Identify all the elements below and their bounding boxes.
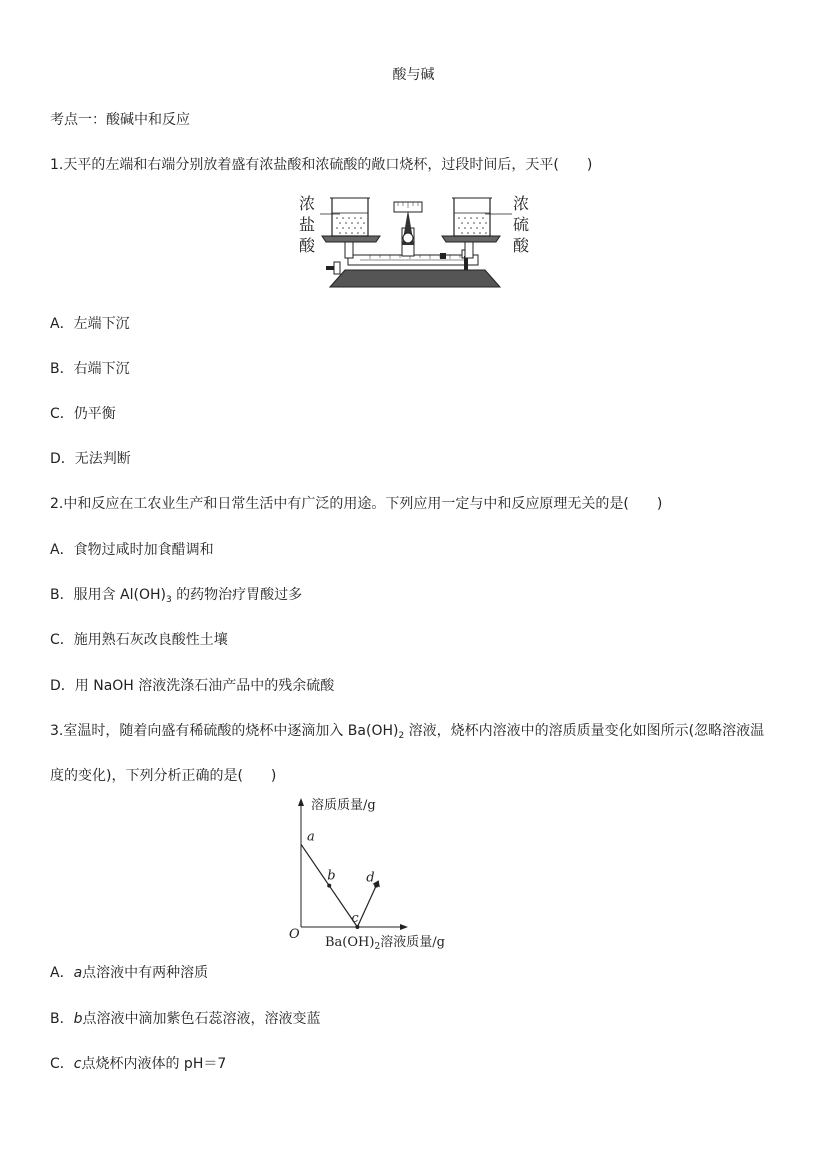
q1-option-a: A．左端下沉 — [50, 316, 130, 332]
q2-option-a: A．食物过咸时加食醋调和 — [50, 542, 214, 558]
point-label-a: a — [307, 829, 315, 845]
section-heading: 考点一：酸碱中和反应 — [50, 112, 190, 128]
origin-label: O — [289, 927, 300, 942]
left-label-3: 酸 — [298, 236, 316, 255]
point-label-b: b — [327, 868, 336, 884]
q1-option-c: C．仍平衡 — [50, 406, 116, 422]
balance-base — [330, 270, 500, 287]
right-label-2: 硫 — [512, 215, 530, 234]
q3-stem-line1: 3.室温时，随着向盛有稀硫酸的烧杯中逐滴加入 $Ba(OH)_2$ 溶液，烧杯内溶液中的溶质质量变化如图所示(忽略溶液温 — [50, 723, 765, 741]
y-axis-label: 溶质质量/g — [311, 798, 376, 813]
page-title: 酸与碱 — [392, 67, 435, 83]
q2-option-d: D．用 NaOH 溶液洗涤石油产品中的残余硫酸 — [50, 678, 335, 694]
q1-stem: 1.天平的左端和右端分别放着盛有浓盐酸和浓硫酸的敞口烧杯，过段时间后，天平( ) — [50, 157, 593, 173]
left-label-1: 浓 — [298, 194, 316, 213]
q2-stem: 2.中和反应在工农业生产和日常生活中有广泛的用途。下列应用一定与中和反应原理无关的是( ) — [50, 496, 663, 512]
point-d — [374, 884, 378, 888]
right-pan — [442, 236, 500, 242]
y-axis-arrow — [298, 798, 304, 806]
q3-stem-line2: 度的变化)，下列分析正确的是( ) — [50, 768, 277, 784]
right-beaker — [454, 198, 490, 236]
rider — [440, 253, 446, 259]
q3-chart — [285, 795, 465, 950]
point-b — [327, 884, 331, 888]
right-label-1: 浓 — [512, 194, 530, 213]
left-label-2: 盐 — [298, 215, 316, 234]
series-line-c-d — [357, 886, 376, 927]
q3-option-b: B．b点溶液中滴加紫色石蕊溶液，溶液变蓝 — [50, 1011, 321, 1027]
x-axis-label: $Ba(OH)_2$溶液质量/g — [325, 935, 445, 950]
q1-option-b: B．右端下沉 — [50, 361, 130, 377]
point-label-d: d — [366, 870, 375, 886]
balance-figure — [290, 190, 535, 290]
x-axis-arrow — [400, 924, 408, 930]
left-pan — [322, 236, 380, 242]
right-label-3: 酸 — [512, 236, 530, 255]
q2-option-c: C．施用熟石灰改良酸性土壤 — [50, 632, 228, 648]
q3-option-a: A．a点溶液中有两种溶质 — [50, 965, 209, 981]
q3-option-c: C．c点烧杯内液体的 pH＝7 — [50, 1056, 227, 1072]
point-label-c: c — [351, 911, 359, 926]
q2-option-b: B．服用含 $Al(OH)_3$ 的药物治疗胃酸过多 — [50, 587, 303, 605]
q1-option-d: D．无法判断 — [50, 451, 131, 467]
